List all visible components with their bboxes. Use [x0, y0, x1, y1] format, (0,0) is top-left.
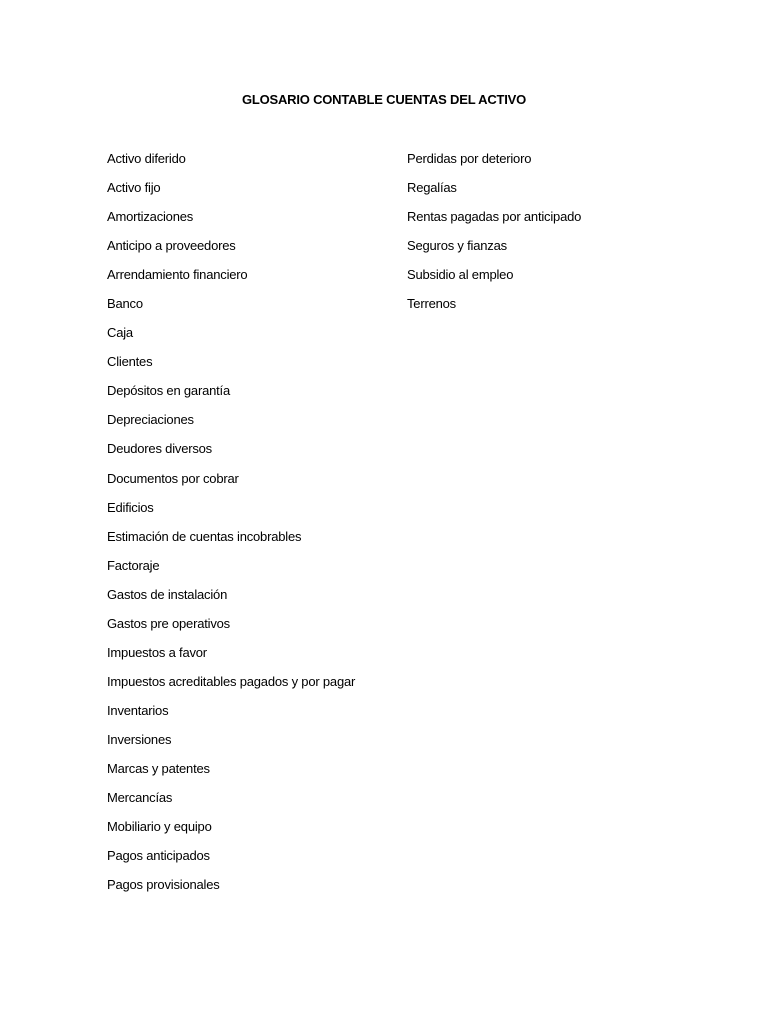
glossary-term: Gastos pre operativos — [107, 615, 230, 631]
glossary-term: Activo fijo — [107, 180, 161, 196]
glossary-term: Caja — [107, 325, 133, 341]
glossary-term: Anticipo a proveedores — [107, 238, 236, 254]
glossary-term: Activo diferido — [107, 151, 186, 166]
glossary-term: Documentos por cobrar — [107, 470, 239, 486]
glossary-term: Terrenos — [407, 296, 456, 312]
glossary-term: Deudores diversos — [107, 441, 212, 457]
glossary-term: Inversiones — [107, 731, 172, 747]
glossary-term: Factoraje — [107, 557, 160, 573]
glossary-term: Arrendamiento financiero — [107, 267, 248, 283]
glossary-term: Rentas pagadas por anticipado — [407, 209, 582, 225]
glossary-term: Regalías — [407, 180, 457, 196]
glossary-term: Subsidio al empleo — [407, 267, 514, 283]
glossary-term: Depreciaciones — [107, 412, 194, 428]
glossary-term: Clientes — [107, 354, 153, 370]
glossary-term: Banco — [107, 296, 143, 312]
glossary-term: Impuestos acreditables pagados y por pagar — [107, 673, 356, 689]
glossary-term: Seguros y fianzas — [407, 238, 507, 254]
glossary-term: Impuestos a favor — [107, 644, 207, 660]
glossary-term: Estimación de cuentas incobrables — [107, 528, 302, 544]
glossary-term: Marcas y patentes — [107, 760, 210, 776]
glossary-right-column — [407, 150, 581, 324]
glossary-term: Amortizaciones — [107, 209, 194, 225]
glossary-term: Mercancías — [107, 790, 173, 806]
glossary-term: Gastos de instalación — [107, 586, 228, 602]
glossary-term: Depósitos en garantía — [107, 383, 230, 399]
glossary-term: Perdidas por deterioro — [407, 151, 532, 166]
page-title: GLOSARIO CONTABLE CUENTAS DEL ACTIVO — [241, 92, 527, 107]
glossary-term: Pagos provisionales — [107, 877, 220, 893]
glossary-term: Pagos anticipados — [107, 848, 210, 864]
glossary-term: Edificios — [107, 499, 154, 515]
glossary-term: Mobiliario y equipo — [107, 819, 212, 835]
glossary-left-column — [107, 150, 355, 905]
glossary-term: Inventarios — [107, 702, 169, 718]
